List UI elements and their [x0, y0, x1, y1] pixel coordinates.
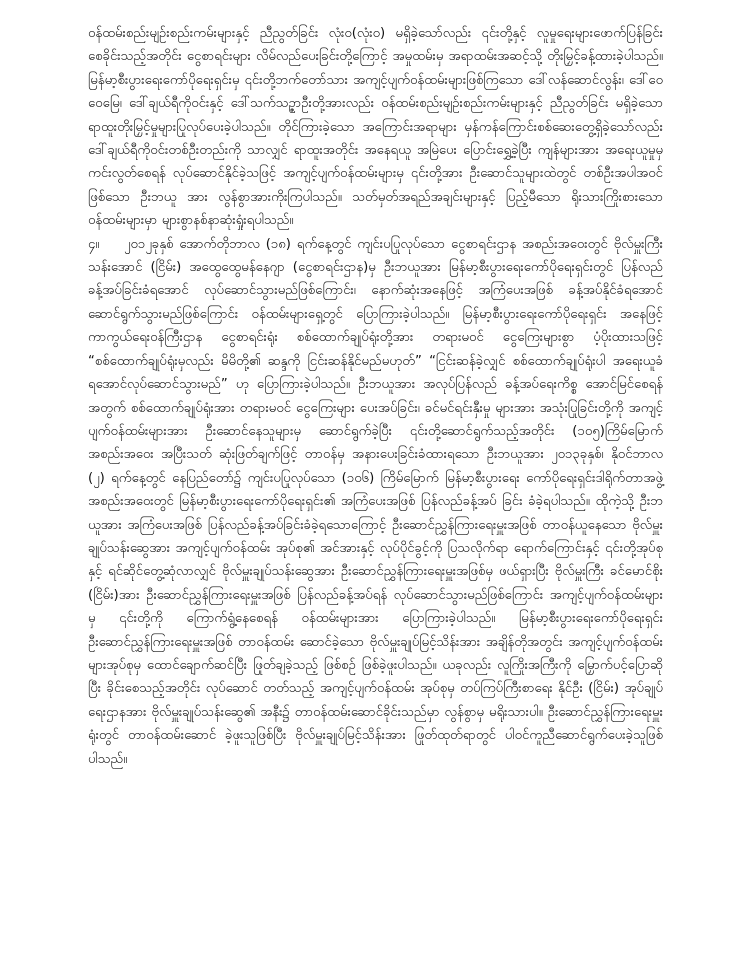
paragraph-1: [88, 22, 663, 233]
paragraph-1-text: ဝန်ထမ်းစည်းမျဉ်းစည်းကမ်းများနှင့် ညီညွတ်ခြင်း လုံး၀(လုံး၀) မရှိခဲ့သော်လည်း ၎င်းတို့နှင့် လူမှုရေးများဖောက်ပြန်ခြင်း စေခိုင်းသည့်အတိုင်း ငွေစာရင်းများ လိမ်လည်ပေးခြင်းတို့ကြောင့် အမှုထမ်းမှ အရာထမ်းအဆင့်သို့ တိုးမြှင့်ခန့်ထားခဲ့ပါသည်။ မြန်မာ့စီးပွားရေးကော်ပိုရေးရှင်းမှ ၎င်းတို့ဘက်တော်သား အကျင့်ပျက်ဝန်ထမ်းများဖြစ်ကြသော ဒေါ်လန်ဆောင်လွန်း၊ ဒေါ်ဝေဝေမြေ၊ ဒေါ်ချယ်ရီကိုဝင်းနှင့် ဒေါ်သက်သဉ္ဇာဦးတို့အားလည်း ဝန်ထမ်းစည်းမျဉ်းစည်းကမ်းများနှင့် ညီညွတ်ခြင်း မရှိခဲ့သော ရာထူးတိုးမြှင့်မှုများပြုလုပ်ပေးခဲ့ပါသည်။ တိုင်ကြားခဲ့သော အကြောင်းအရာများ မှန်ကန်ကြောင်းစစ်ဆေးတွေ့ရှိခဲ့သော်လည်း ဒေါ်ချယ်ရီကိုဝင်းတစ်ဦးတည်းကို သာလျှင် ရာထူးအတိုင်း အနေရယူ အမြဲပေး ပြောင်းရွှေ့ခဲ့ပြီး ကျန်များအား အရေးယူမှုမှ ကင်းလွတ်စေရန် လုပ်ဆောင်နိုင်ခဲ့သဖြင့် အကျင့်ပျက်ဝန်ထမ်းများမှ ၎င်းတို့အား ဦးဆောင်သူများထဲတွင် တစ်ဦးအပါအဝင်ဖြစ်သော ဦးဘယူ အား လွန်စွာအားကိုးကြပါသည်။ သတ်မှတ်အရည်အချင်းများနှင့် ပြည့်မီသော ရိုးသားကြိုးစားသောဝန်ထမ်းများမှာ များစွာနစ်နာဆုံးရှုံးရပါသည်။: [88, 26, 663, 229]
document-body: [88, 22, 663, 771]
paragraph-2-number: ၄။: [88, 236, 100, 252]
paragraph-2: [88, 233, 663, 771]
paragraph-2-text: ၂၀၁၂ခုနှစ် အောက်တိုဘာလ (၁၈) ရက်နေ့တွင် ကျင်းပပြုလုပ်သော ငွေစာရင်းဌာန အစည်းအဝေးတွင် ဗိုလ်မှူးကြီး သန်းအောင် (ငြိမ်း) အထွေထွေမန်နေဂျာ (ငွေစာရင်းဌာန)မှ ဦးဘယူအား မြန်မာ့စီးပွားရေးကော်ပိုရေးရှင်းတွင် ပြန်လည်ခန့်အပ်ခြင်းခံရအောင် လုပ်ဆောင်သွားမည်ဖြစ်ကြောင်း၊ နောက်ဆုံးအနေဖြင့် အကြံပေးအဖြစ် ခန့်အပ်နိုင်ခံရအောင် ဆောင်ရွက်သွားမည်ဖြစ်ကြောင်း ဝန်ထမ်းများရှေ့တွင် ပြောကြားခဲ့ပါသည်။ မြန်မာ့စီးပွားရေးကော်ပိုရေးရှင်း အနေဖြင့် ကာကွယ်ရေးဝန်ကြီးဌာန ငွေစာရင်းရုံး စစ်ထောက်ချုပ်ရုံးတို့အား တရားမဝင် ငွေကြေးများစွာ ပံ့ပိုးထားသဖြင့် “စစ်ထောက်ချုပ်ရုံးမှလည်း မိမိတို့၏ ဆန္ဒကို ငြင်းဆန်နိုင်မည်မဟုတ်” “ငြင်းဆန်ခဲ့လျှင် စစ်ထောက်ချုပ်ရုံးပါ အရေးယူခံရအောင်လုပ်ဆောင်သွားမည်” ဟု ပြောကြားခဲ့ပါသည်။ ဦးဘယူအား အလုပ်ပြန်လည် ခန့်အပ်ရေးကိစ္စ အောင်မြင်စေရန်အတွက် စစ်ထောက်ချုပ်ရုံးအား တရားမဝင် ငွေကြေးများ ပေးအပ်ခြင်း၊ ခင်မင်ရင်းနှီးမှု များအား အသုံးပြုခြင်းတို့ကို အကျင့်ပျက်ဝန်ထမ်းများအား ဦးဆောင်နေသူများမှ ဆောင်ရွက်ခဲ့ပြီး ၎င်းတို့ဆောင်ရွက်သည့်အတိုင်း (၁၀၅)ကြိမ်မြောက် အစည်းအဝေး အပြီးသတ် ဆုံးဖြတ်ချက်ဖြင့် တာဝန်မှ အနားပေးခြင်းခံထားရသော ဦးဘယူအား ၂၀၁၃ခုနှစ်၊ နိုဝင်ဘာလ (၂) ရက်နေ့တွင် နေပြည်တော်၌ ကျင်းပပြုလုပ်သော (၁၀၆) ကြိမ်မြောက် မြန်မာ့စီးပွားရေး ကော်ပိုရေးရှင်းဒါရိုက်တာအဖွဲ့ အစည်းအဝေးတွင် မြန်မာ့စီးပွားရေးကော်ပိုရေးရှင်း၏ အကြံပေးအဖြစ် ပြန်လည်ခန့်အပ် ခြင်း ခံခဲ့ရပါသည်။ ထိုကဲ့သို့ ဦးဘယူအား အကြံပေးအဖြစ် ပြန်လည်ခန့်အပ်ခြင်းခံခဲ့ရသောကြောင့် ဦးဆောင်ညွှန်ကြားရေးမှူးအဖြစ် တာဝန်ယူနေသော ဗိုလ်မှူးချုပ်သန်းဆွေအား အကျင့်ပျက်ဝန်ထမ်း အုပ်စု၏ အင်အားနှင့် လုပ်ပိုင်ခွင့်ကို ပြသလိုက်ရာ ရောက်ကြောင်းနှင့် ၎င်းတို့အုပ်စုနှင့် ရင်ဆိုင်တွေ့ဆုံလာလျှင် ဗိုလ်မှူးချုပ်သန်းဆွေအား ဦးဆောင်ညွှန်ကြားရေးမှူးအဖြစ်မှ ဖယ်ရှားပြီး ဗိုလ်မှူးကြီး ခင်မောင်စိုး (ငြိမ်း)အား ဦးဆောင်ညွှန်ကြားရေးမှူးအဖြစ် ပြန်လည်ခန့်အပ်ရန် လုပ်ဆောင်သွားမည်ဖြစ်ကြောင်း အကျင့်ပျက်ဝန်ထမ်းများမှ ၎င်းတို့ကို ကြောက်ရွံ့နေစေရန် ဝန်ထမ်းများအား ပြောကြားခဲ့ပါသည်။ မြန်မာ့စီးပွားရေးကော်ပိုရေးရှင်း ဦးဆောင်ညွှန်ကြားရေးမှူးအဖြစ် တာဝန်ထမ်း ဆောင်ခဲ့သော ဗိုလ်မှူးချုပ်မြင့်သိန်းအား အချိန်တိုအတွင်း အကျင့်ပျက်ဝန်ထမ်းများအုပ်စုမှ ထောင်ချောက်ဆင်ပြီး ဖြုတ်ချခဲ့သည့် ဖြစ်စဉ် ဖြစ်ခဲ့ဖူးပါသည်။ ယခုလည်း လူကြိုးအကြီးကို မြှောက်ပင့်ပြောဆိုပြီး ခိုင်းစေသည့်အတိုင်း လုပ်ဆောင် တတ်သည့် အကျင့်ပျက်ဝန်ထမ်း အုပ်စုမှ တပ်ကြပ်ကြီးစာရေး နိုင်ဦး (ငြိမ်း) အုပ်ချုပ်ရေးဌာနအား ဗိုလ်မှူးချုပ်သန်းဆွေ၏ အနီး၌ တာဝန်ထမ်းဆောင်ခိုင်းသည်မှာ လွန်စွာမှ မရိုးသားပါ။ ဦးဆောင်ညွှန်ကြားရေးမှူးရုံးတွင် တာဝန်ထမ်းဆောင် ခဲ့ဖူးသူဖြစ်ပြီး ဗိုလ်မှူးချုပ်မြင့်သိန်းအား ဖြုတ်ထုတ်ရာတွင် ပါဝင်ကူညီဆောင်ရွက်ပေးခဲ့သူဖြစ်ပါသည်။: [88, 236, 663, 767]
